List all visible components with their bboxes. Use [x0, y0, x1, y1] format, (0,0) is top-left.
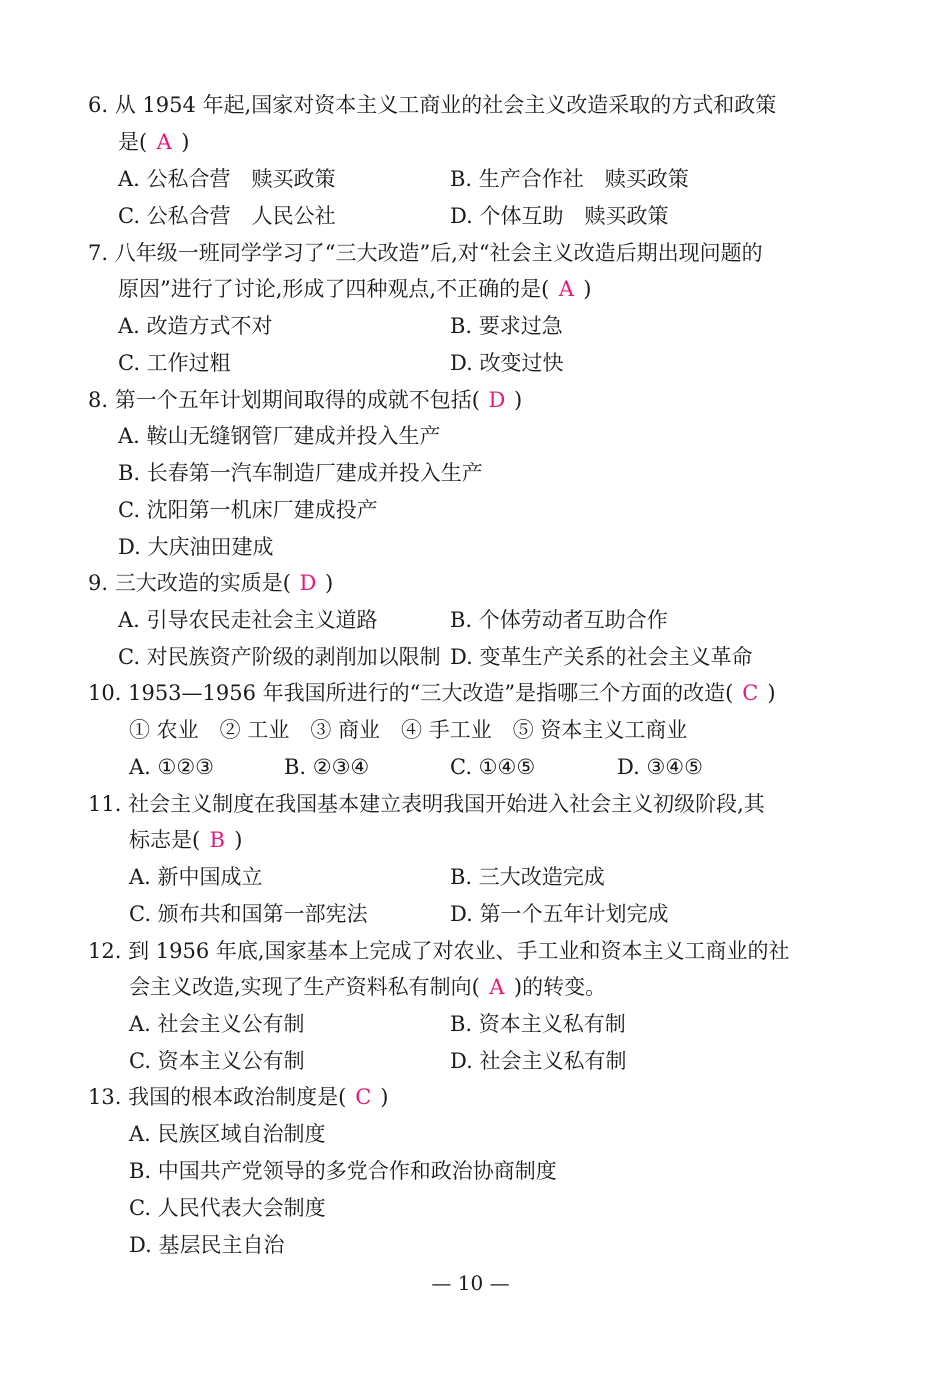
answer-mark: B	[209, 828, 225, 852]
answer-mark: A	[489, 975, 505, 999]
question-8-line1	[88, 385, 522, 415]
option-a: A. 新中国成立	[129, 865, 263, 889]
option-d: D. ③④⑤	[617, 755, 703, 779]
question-12-line1	[88, 936, 790, 966]
question-11-line1	[88, 789, 765, 819]
option-b: B. 中国共产党领导的多党合作和政治协商制度	[129, 1159, 557, 1183]
option-c: C. 资本主义公有制	[129, 1049, 305, 1073]
question-text: 1953—1956 年我国所进行的“三大改造”是指哪三个方面的改造(	[128, 681, 734, 705]
question-7-line2	[118, 274, 591, 304]
question-12-line2	[129, 972, 606, 1002]
option-b: B. 长春第一汽车制造厂建成并投入生产	[118, 461, 483, 485]
option-d: D. 第一个五年计划完成	[450, 902, 669, 926]
question-text: 社会主义制度在我国基本建立表明我国开始进入社会主义初级阶段,其	[128, 792, 765, 816]
option-a: A. 民族区域自治制度	[129, 1122, 326, 1146]
page-number: — 10 —	[431, 1271, 510, 1295]
answer-mark: A	[156, 130, 172, 154]
option-d: D. 变革生产关系的社会主义革命	[450, 645, 753, 669]
question-text: 是(	[118, 130, 148, 154]
option-a: A. 公私合营 赎买政策	[118, 167, 336, 191]
question-text: 标志是(	[129, 828, 201, 852]
option-c: C. 对民族资产阶级的剥削加以限制	[118, 645, 441, 669]
question-text: 会主义改造,实现了生产资料私有制向(	[129, 975, 480, 999]
option-b: B. 个体劳动者互助合作	[450, 608, 668, 632]
option-c: C. 人民代表大会制度	[129, 1196, 326, 1220]
option-b: B. 三大改造完成	[450, 865, 605, 889]
question-7-line1	[88, 238, 763, 268]
option-a: A. ①②③	[129, 755, 214, 779]
option-d: D. 基层民主自治	[129, 1233, 285, 1257]
answer-mark: D	[488, 388, 506, 412]
option-d: D. 个体互助 赎买政策	[450, 204, 669, 228]
question-number: 11.	[88, 792, 122, 816]
option-c: C. ①④⑤	[450, 755, 536, 779]
question-number: 9.	[88, 571, 109, 595]
question-text: 原因”进行了讨论,形成了四种观点,不正确的是(	[118, 277, 550, 301]
question-text: )	[324, 571, 334, 595]
question-text: 八年级一班同学学习了“三大改造”后,对“社会主义改造后期出现问题的	[114, 241, 763, 265]
question-number: 8.	[88, 388, 109, 412]
question-text: 从 1954 年起,国家对资本主义工商业的社会主义改造采取的方式和政策	[114, 93, 777, 117]
answer-mark: A	[558, 277, 574, 301]
option-c: C. 工作过粗	[118, 351, 231, 375]
question-text: 第一个五年计划期间取得的成就不包括(	[114, 388, 480, 412]
question-10-items: ① 农业 ② 工业 ③ 商业 ④ 手工业 ⑤ 资本主义工商业	[129, 718, 688, 742]
question-text: 我国的根本政治制度是(	[128, 1085, 347, 1109]
option-a: A. 引导农民走社会主义道路	[118, 608, 378, 632]
question-text: )	[583, 277, 592, 301]
question-6-line1	[88, 90, 776, 120]
question-text: )	[380, 1085, 389, 1109]
question-11-line2	[129, 825, 242, 855]
option-a: A. 鞍山无缝钢管厂建成并投入生产	[118, 424, 441, 448]
question-6-line2	[118, 127, 189, 157]
question-10-line1	[88, 678, 776, 708]
question-number: 10.	[88, 681, 122, 705]
question-text: )	[181, 130, 190, 154]
option-b: B. ②③④	[284, 755, 370, 779]
question-text: 三大改造的实质是(	[114, 571, 291, 595]
option-d: D. 大庆油田建成	[118, 535, 274, 559]
question-text: )	[513, 388, 523, 412]
question-number: 12.	[88, 939, 122, 963]
question-9-line1	[88, 568, 333, 598]
question-text: )	[767, 681, 776, 705]
question-number: 7.	[88, 241, 109, 265]
option-b: B. 要求过急	[450, 314, 563, 338]
question-13-line1	[88, 1082, 389, 1112]
answer-mark: C	[355, 1085, 372, 1109]
question-number: 13.	[88, 1085, 122, 1109]
question-text: )的转变。	[513, 975, 607, 999]
question-text: )	[234, 828, 243, 852]
option-b: B. 资本主义私有制	[450, 1012, 626, 1036]
option-c: C. 颁布共和国第一部宪法	[129, 902, 368, 926]
option-a: A. 改造方式不对	[118, 314, 273, 338]
option-a: A. 社会主义公有制	[129, 1012, 305, 1036]
question-number: 6.	[88, 93, 109, 117]
option-c: C. 沈阳第一机床厂建成投产	[118, 498, 378, 522]
option-d: D. 改变过快	[450, 351, 564, 375]
option-b: B. 生产合作社 赎买政策	[450, 167, 689, 191]
answer-mark: C	[742, 681, 759, 705]
question-text: 到 1956 年底,国家基本上完成了对农业、手工业和资本主义工商业的社	[128, 939, 790, 963]
option-c: C. 公私合营 人民公社	[118, 204, 336, 228]
answer-mark: D	[299, 571, 317, 595]
option-d: D. 社会主义私有制	[450, 1049, 627, 1073]
